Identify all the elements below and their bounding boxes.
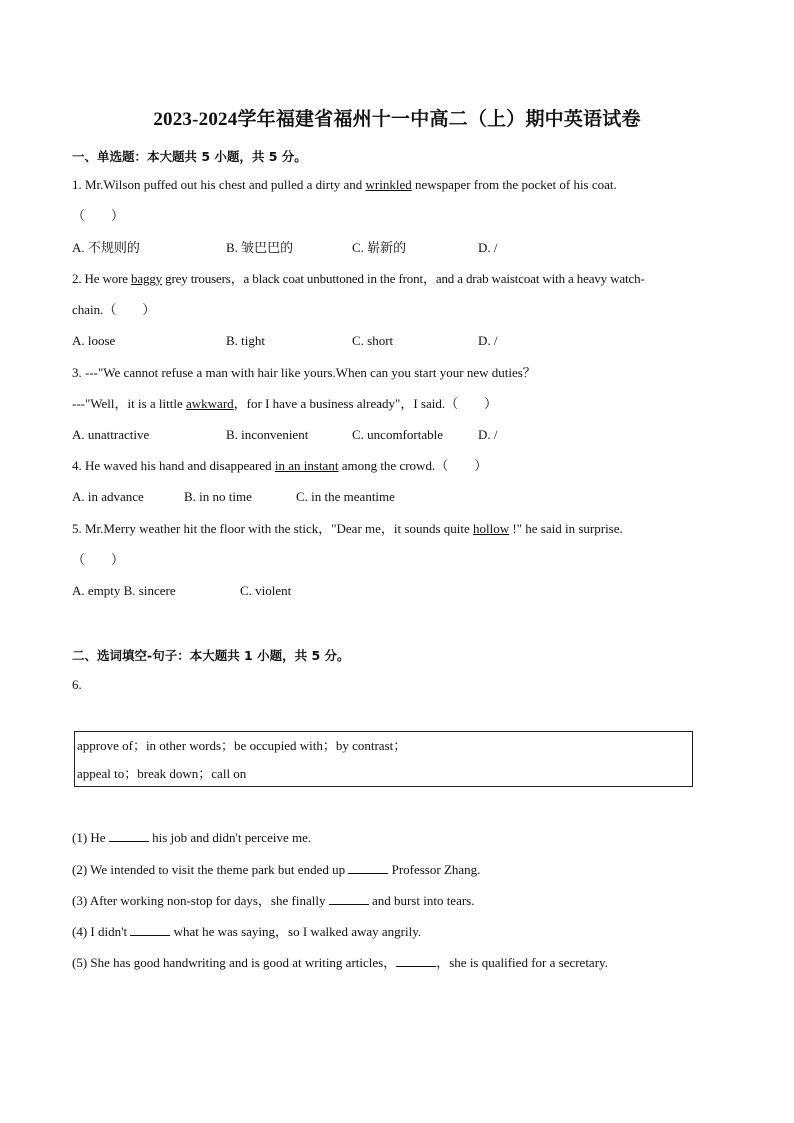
option-a-b[interactable]: A. empty B. sincere (72, 583, 176, 598)
page-title: 2023-2024学年福建省福州十一中高二（上）期中英语试卷 (153, 109, 641, 130)
question-4-stem: 4. He waved his hand and disappeared in an instant among the crowd.（ ） (72, 458, 488, 473)
word-bank-row-1: approve of；in other words；be occupied with；by contrast； (77, 738, 407, 753)
fill-item-5: (5) She has good handwriting and is good at writing articles， ，she is qualified for a secretary. (72, 955, 608, 970)
question-2-stem: 2. He wore baggy grey trousers，a black coat unbuttoned in the front，and a drab waistcoat with a heavy watch- (72, 271, 645, 286)
fill-blank-3[interactable] (329, 892, 369, 905)
question-3-stem-line1: 3. ---"We cannot refuse a man with hair like yours.When can you start your new duties？ (72, 365, 536, 380)
option-c[interactable]: C. in the meantime (296, 489, 395, 504)
option-b[interactable]: B. tight (226, 333, 266, 348)
option-c[interactable]: C. violent (240, 583, 292, 598)
section-heading-word-fill: 二、选词填空-句子：本大题共 1 小题，共 5 分。 (72, 648, 350, 663)
word-bank-box (74, 731, 693, 787)
fill-blank-1[interactable] (109, 829, 149, 842)
question-3-stem-line2: ---"Well，it is a little awkward，for I have a business already"，I said.（ ） (72, 396, 498, 411)
option-c[interactable]: C. 崭新的 (352, 240, 407, 255)
option-b[interactable]: B. 皱巴巴的 (226, 240, 294, 255)
fill-item-4: (4) I didn't what he was saying，so I walked away angrily. (72, 924, 422, 939)
option-b[interactable]: B. inconvenient (226, 427, 309, 442)
question-5-answer-paren: （ ） (72, 552, 125, 567)
word-bank-row-2: appeal to；break down；call on (77, 766, 247, 781)
question-3-underlined-word: awkward (186, 396, 234, 411)
question-2-underlined-word: baggy (131, 271, 163, 286)
question-5-underlined-word: hollow (473, 521, 510, 536)
question-1-stem: 1. Mr.Wilson puffed out his chest and pulled a dirty and wrinkled newspaper from the pocket of his coat. (72, 177, 617, 192)
fill-item-1: (1) He his job and didn't perceive me. (72, 830, 312, 845)
option-a[interactable]: A. in advance (72, 489, 144, 504)
question-1-answer-paren: （ ） (72, 208, 125, 223)
fill-blank-2[interactable] (348, 861, 388, 874)
option-a[interactable]: A. unattractive (72, 427, 150, 442)
question-4-underlined-phrase: in an instant (274, 458, 339, 473)
option-b[interactable]: B. in no time (184, 489, 252, 504)
option-d[interactable]: D. / (478, 333, 498, 348)
option-c[interactable]: C. uncomfortable (352, 427, 443, 442)
option-a[interactable]: A. loose (72, 333, 116, 348)
option-d[interactable]: D. / (478, 427, 498, 442)
option-c[interactable]: C. short (352, 333, 394, 348)
fill-blank-4[interactable] (130, 923, 170, 936)
question-6-number: 6. (72, 677, 82, 692)
option-d[interactable]: D. / (478, 240, 498, 255)
question-2-answer-paren: chain.（ ） (72, 302, 156, 317)
option-a[interactable]: A. 不规则的 (72, 240, 140, 255)
question-5-stem: 5. Mr.Merry weather hit the floor with the stick，"Dear me，it sounds quite hollow !" he said in surprise. (72, 521, 623, 536)
fill-item-2: (2) We intended to visit the theme park but ended up Professor Zhang. (72, 862, 481, 877)
fill-blank-5[interactable] (396, 954, 436, 967)
question-1-underlined-word: wrinkled (365, 177, 412, 192)
section-heading-single-choice: 一、单选题：本大题共 5 小题，共 5 分。 (72, 149, 307, 164)
fill-item-3: (3) After working non-stop for days，she finally and burst into tears. (72, 893, 475, 908)
